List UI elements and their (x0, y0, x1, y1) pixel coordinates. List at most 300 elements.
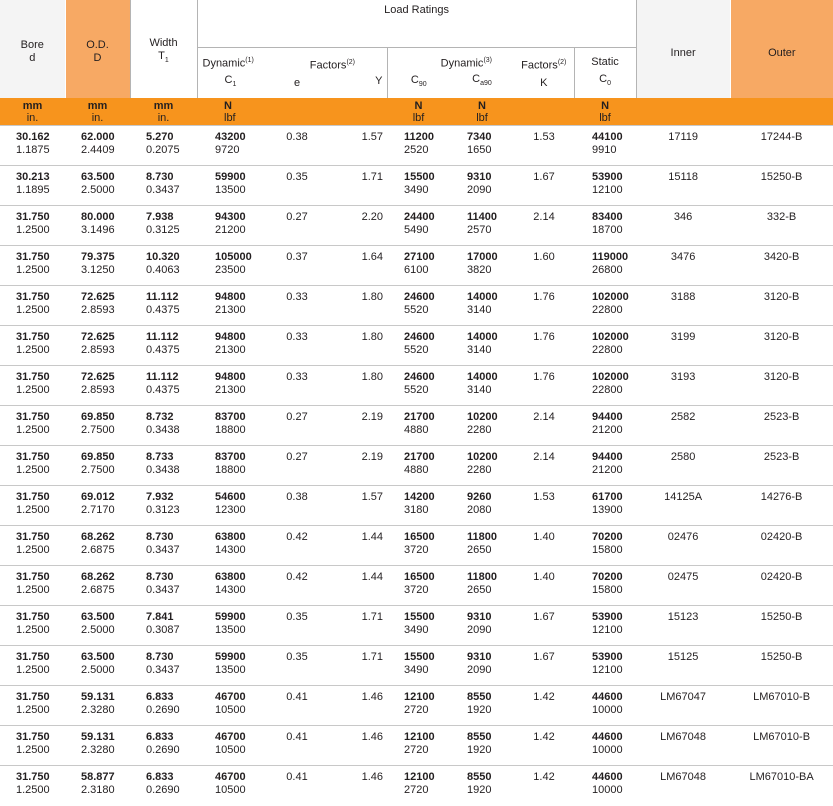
c90-sym: C (410, 74, 419, 87)
factors1-label (267, 56, 355, 73)
outer-cell (730, 206, 833, 246)
c1-n-value: 94800 (215, 371, 246, 383)
table-row (0, 406, 833, 446)
inner-value: 3188 (670, 291, 696, 303)
c1-n-value: 94800 (215, 331, 246, 343)
c1-cell (197, 286, 267, 326)
width-cell (130, 166, 197, 206)
c90-cell (387, 366, 450, 406)
y-cell (327, 246, 387, 286)
c90-lbf-value: 5520 (404, 304, 429, 316)
w-mm-value: 10.320 (146, 251, 180, 263)
c0-cell (574, 246, 636, 286)
e-cell (267, 526, 327, 566)
e-value: 0.38 (286, 491, 308, 503)
outer-cell (730, 286, 833, 326)
ca90-n-value: 7340 (467, 131, 492, 143)
units-row (0, 98, 833, 126)
y-value: 2.20 (361, 211, 383, 223)
c1-cell (197, 686, 267, 726)
inner-value: LM67048 (660, 771, 707, 783)
c90-cell (387, 606, 450, 646)
od-in-value: 2.6875 (81, 544, 115, 556)
bore-mm-value: 31.750 (16, 771, 50, 783)
bore-cell (0, 486, 65, 526)
outer-cell (730, 766, 833, 806)
od-cell (65, 766, 130, 806)
y-cell (327, 766, 387, 806)
bore-cell (0, 366, 65, 406)
w-mm-value: 8.730 (146, 171, 174, 183)
c0-cell (574, 566, 636, 606)
inner-cell (636, 286, 730, 326)
width-cell (130, 726, 197, 766)
c90-cell (387, 566, 450, 606)
c90-n-value: 21700 (404, 411, 435, 423)
y-value: 1.71 (361, 611, 383, 623)
inner-value: 3476 (670, 251, 696, 263)
bore-in-value: 1.2500 (16, 264, 50, 276)
dynamic1-header (197, 47, 267, 98)
ca90-unit-n: N (478, 99, 486, 112)
outer-value: LM67010-BA (749, 771, 814, 783)
c90-cell (387, 486, 450, 526)
od-cell (65, 686, 130, 726)
c0-n-value: 53900 (592, 611, 623, 623)
e-value: 0.42 (286, 531, 308, 543)
y-cell (327, 366, 387, 406)
k-cell (514, 286, 574, 326)
ca90-cell (450, 646, 514, 686)
c0-cell (574, 286, 636, 326)
table-row (0, 766, 833, 806)
c0-n-value: 44600 (592, 771, 623, 783)
ca90-cell (450, 526, 514, 566)
k-cell (514, 726, 574, 766)
bore-in-value: 1.1875 (16, 144, 50, 156)
k-value: 1.67 (533, 171, 555, 183)
bore-mm-value: 31.750 (16, 691, 50, 703)
outer-cell (730, 406, 833, 446)
od-in-value: 2.5000 (81, 664, 115, 676)
e-cell (267, 606, 327, 646)
ca90-cell (450, 166, 514, 206)
c1-cell (197, 206, 267, 246)
y-symbol: Y (375, 74, 383, 87)
c1-cell (197, 326, 267, 366)
od-in-value: 2.3180 (81, 784, 115, 796)
outer-value: 3420-B (763, 251, 800, 263)
c0-n-value: 94400 (592, 451, 623, 463)
c0-lbf-value: 10000 (592, 704, 623, 716)
c0-n-value: 83400 (592, 211, 623, 223)
bore-mm-value: 31.750 (16, 411, 50, 423)
outer-cell (730, 366, 833, 406)
outer-value: 2523-B (763, 451, 800, 463)
y-cell (327, 566, 387, 606)
od-mm-value: 63.500 (81, 651, 115, 663)
c0-sym: C (599, 72, 608, 85)
static-label: Static (591, 55, 619, 68)
inner-value: 17119 (668, 131, 698, 143)
e-value: 0.27 (286, 411, 308, 423)
factors2-text: Factors (521, 59, 558, 72)
table-header (0, 0, 833, 98)
w-in-value: 0.3087 (146, 624, 180, 636)
width-cell (130, 606, 197, 646)
od-label: O.D. (86, 39, 109, 51)
c0-sub: 0 (607, 79, 611, 87)
width-cell (130, 566, 197, 606)
od-in-value: 2.3280 (81, 744, 115, 756)
c90-cell (387, 326, 450, 366)
c1-cell (197, 246, 267, 286)
width-cell (130, 646, 197, 686)
ca90-sub: a90 (480, 79, 492, 87)
bore-mm-value: 30.213 (16, 171, 50, 183)
c1-cell (197, 406, 267, 446)
k-cell (514, 606, 574, 646)
inner-value: LM67047 (660, 691, 707, 703)
c1-cell (197, 366, 267, 406)
c0-units (574, 98, 636, 126)
c1-lbf-value: 14300 (215, 584, 246, 596)
c0-lbf-value: 10000 (592, 784, 623, 796)
bore-in-value: 1.2500 (16, 464, 50, 476)
w-in-value: 0.2690 (146, 704, 180, 716)
w-in-value: 0.3437 (146, 184, 180, 196)
c1-n-value: 83700 (215, 451, 246, 463)
c90-lbf-value: 3490 (404, 624, 429, 636)
y-cell (327, 286, 387, 326)
c90-cell (387, 126, 450, 166)
od-cell (65, 566, 130, 606)
w-mm-value: 7.841 (146, 611, 174, 623)
width-cell (130, 766, 197, 806)
od-mm-value: 72.625 (81, 371, 115, 383)
k-value: 1.76 (533, 331, 555, 343)
od-in-value: 2.5000 (81, 624, 115, 636)
bore-in-value: 1.2500 (16, 304, 50, 316)
bore-in-value: 1.2500 (16, 624, 50, 636)
c0-lbf-value: 22800 (592, 304, 623, 316)
y-value: 1.71 (361, 171, 383, 183)
inner-cell (636, 606, 730, 646)
c1-lbf-value: 21200 (215, 224, 246, 236)
k-cell (514, 326, 574, 366)
c1-unit-n: N (224, 99, 232, 112)
c1-n-value: 46700 (215, 731, 246, 743)
c90-cell (387, 286, 450, 326)
c90-lbf-value: 2720 (404, 784, 429, 796)
inner-value: 3199 (670, 331, 696, 343)
c0-lbf-value: 13900 (592, 504, 623, 516)
outer-cell (730, 566, 833, 606)
ca90-lbf-value: 2090 (467, 184, 492, 196)
od-mm-value: 72.625 (81, 291, 115, 303)
c0-cell (574, 646, 636, 686)
c90-lbf-value: 5490 (404, 224, 429, 236)
c1-unit-lbf: lbf (224, 111, 236, 124)
bore-cell (0, 406, 65, 446)
y-cell (327, 486, 387, 526)
c0-n-value: 53900 (592, 651, 623, 663)
c90-n-value: 12100 (404, 771, 435, 783)
width-symbol (131, 50, 197, 67)
c1-cell (197, 126, 267, 166)
c0-lbf-value: 21200 (592, 424, 623, 436)
y-value: 1.44 (361, 531, 383, 543)
w-in-value: 0.2690 (146, 784, 180, 796)
load-ratings-header (197, 0, 636, 47)
od-in-value: 2.8593 (81, 384, 115, 396)
c0-lbf-value: 12100 (592, 664, 623, 676)
c0-cell (574, 206, 636, 246)
inner-header (636, 0, 730, 98)
k-cell (514, 166, 574, 206)
c1-cell (197, 526, 267, 566)
k-value: 1.76 (533, 371, 555, 383)
ca90-lbf-value: 3140 (467, 344, 492, 356)
inner-value: 2582 (670, 411, 696, 423)
c0-cell (574, 166, 636, 206)
c0-lbf-value: 12100 (592, 624, 623, 636)
od-in-value: 3.1250 (81, 264, 115, 276)
e-value: 0.35 (286, 651, 308, 663)
inner-value: 15123 (667, 611, 699, 623)
od-mm-value: 80.000 (81, 211, 115, 223)
od-mm-value: 72.625 (81, 331, 115, 343)
outer-value: LM67010-B (753, 691, 811, 703)
k-header (514, 47, 574, 98)
c1-cell (197, 646, 267, 686)
k-cell (514, 366, 574, 406)
bore-in-value: 1.2500 (16, 224, 50, 236)
od-cell (65, 206, 130, 246)
inner-cell (636, 446, 730, 486)
table-row (0, 286, 833, 326)
outer-cell (730, 166, 833, 206)
c1-sub: 1 (232, 81, 237, 89)
outer-value: 3120-B (763, 331, 800, 343)
inner-cell (636, 166, 730, 206)
y-cell (327, 126, 387, 166)
inner-cell (636, 206, 730, 246)
c90-lbf-value: 2720 (404, 744, 429, 756)
e-cell (267, 366, 327, 406)
c0-cell (574, 406, 636, 446)
w-mm-value: 5.270 (146, 131, 174, 143)
od-in-value: 2.3280 (81, 704, 115, 716)
y-cell (327, 446, 387, 486)
inner-cell (636, 646, 730, 686)
c90-n-value: 24400 (404, 211, 435, 223)
ca90-lbf-value: 2650 (467, 544, 492, 556)
c90-n-value: 24600 (404, 291, 435, 303)
c0-lbf-value: 9910 (592, 144, 617, 156)
od-cell (65, 406, 130, 446)
e-value: 0.41 (286, 731, 308, 743)
outer-label: Outer (768, 46, 796, 59)
c90-n-value: 15500 (404, 651, 435, 663)
inner-cell (636, 126, 730, 166)
w-in-value: 0.2075 (146, 144, 180, 156)
bore-cell (0, 326, 65, 366)
bore-in-value: 1.2500 (16, 784, 50, 796)
inner-units (636, 98, 730, 126)
outer-cell (730, 526, 833, 566)
ca90-lbf-value: 1920 (467, 784, 492, 796)
y-value: 1.80 (361, 371, 383, 383)
outer-value: 02420-B (760, 531, 803, 543)
c1-n-value: 59900 (215, 651, 246, 663)
c0-n-value: 94400 (592, 411, 623, 423)
bore-in-value: 1.2500 (16, 424, 50, 436)
inner-value: 15125 (667, 651, 699, 663)
table-row (0, 726, 833, 766)
c1-n-value: 46700 (215, 771, 246, 783)
w-in-value: 0.3123 (146, 504, 180, 516)
y-cell (327, 326, 387, 366)
c90-lbf-value: 2520 (404, 144, 429, 156)
c1-n-value: 83700 (215, 411, 246, 423)
k-value: 1.67 (533, 611, 555, 623)
w-mm-value: 11.112 (146, 331, 179, 343)
bore-in-value: 1.2500 (16, 344, 50, 356)
y-cell (327, 726, 387, 766)
w-mm-value: 6.833 (146, 731, 174, 743)
od-cell (65, 526, 130, 566)
od-in-value: 3.1496 (81, 224, 115, 236)
od-in-value: 2.5000 (81, 184, 115, 196)
table-row (0, 486, 833, 526)
od-in-value: 2.6875 (81, 584, 115, 596)
c0-cell (574, 326, 636, 366)
bore-cell (0, 286, 65, 326)
ca90-cell (450, 126, 514, 166)
c1-cell (197, 606, 267, 646)
od-unit-mm: mm (87, 99, 108, 112)
c90-symbol (388, 74, 451, 91)
c0-n-value: 44100 (592, 131, 623, 143)
bore-cell (0, 766, 65, 806)
outer-value: 14276-B (760, 491, 803, 503)
c90-cell (387, 646, 450, 686)
od-mm-value: 68.262 (81, 571, 115, 583)
y-value: 1.80 (361, 291, 383, 303)
bore-mm-value: 31.750 (16, 611, 50, 623)
table-row (0, 366, 833, 406)
k-value: 2.14 (533, 411, 555, 423)
k-value: 1.67 (533, 651, 555, 663)
w-in-value: 0.3437 (146, 584, 180, 596)
k-value: 1.42 (533, 771, 555, 783)
width-sub: 1 (164, 57, 169, 65)
ca90-cell (450, 206, 514, 246)
ca90-lbf-value: 1650 (467, 144, 492, 156)
e-cell (267, 766, 327, 806)
width-label: Width (149, 36, 178, 49)
w-mm-value: 8.733 (146, 451, 174, 463)
e-header (267, 47, 355, 98)
c0-cell (574, 446, 636, 486)
e-value: 0.33 (286, 291, 308, 303)
c0-n-value: 44600 (592, 731, 623, 743)
c0-unit-n: N (601, 99, 610, 112)
c0-cell (574, 366, 636, 406)
c90-lbf-value: 3720 (404, 584, 429, 596)
inner-value: 346 (673, 211, 693, 223)
inner-value: LM67048 (660, 731, 707, 743)
ca90-cell (450, 366, 514, 406)
c0-lbf-value: 12100 (592, 184, 623, 196)
od-in-value: 2.8593 (81, 304, 115, 316)
w-in-value: 0.3438 (146, 424, 180, 436)
c90-sub: 90 (418, 81, 427, 89)
ca90-n-value: 8550 (467, 691, 492, 703)
c1-n-value: 59900 (215, 611, 246, 623)
y-cell (327, 606, 387, 646)
c1-cell (197, 486, 267, 526)
ca90-lbf-value: 3140 (467, 384, 492, 396)
od-in-value: 2.7170 (81, 504, 115, 516)
width-cell (130, 246, 197, 286)
inner-label: Inner (670, 46, 696, 59)
c0-lbf-value: 22800 (592, 384, 623, 396)
k-value: 1.53 (533, 131, 555, 143)
od-cell (65, 286, 130, 326)
dynamic1-text: Dynamic (202, 57, 246, 70)
c1-lbf-value: 13500 (215, 184, 246, 196)
ca90-cell (450, 566, 514, 606)
ca90-lbf-value: 2650 (467, 584, 492, 596)
ca90-cell (450, 686, 514, 726)
inner-value: 02476 (667, 531, 699, 543)
c1-n-value: 59900 (215, 171, 246, 183)
c90-lbf-value: 3490 (404, 184, 429, 196)
factors2-note: (2) (557, 58, 567, 66)
bore-cell (0, 646, 65, 686)
width-units (130, 98, 197, 126)
c0-n-value: 44600 (592, 691, 623, 703)
e-cell (267, 646, 327, 686)
bore-mm-value: 31.750 (16, 331, 50, 343)
bore-in-value: 1.2500 (16, 544, 50, 556)
od-in-value: 2.8593 (81, 344, 115, 356)
od-in-value: 2.7500 (81, 424, 115, 436)
k-symbol: K (540, 76, 548, 89)
y-value: 2.19 (361, 451, 383, 463)
c1-cell (197, 446, 267, 486)
ca90-lbf-value: 1920 (467, 744, 492, 756)
ca90-n-value: 9310 (467, 611, 492, 623)
bore-in-value: 1.2500 (16, 744, 50, 756)
table-row (0, 526, 833, 566)
k-cell (514, 246, 574, 286)
y-cell (327, 406, 387, 446)
ca90-n-value: 9260 (467, 491, 492, 503)
inner-cell (636, 766, 730, 806)
c1-lbf-value: 21300 (215, 304, 246, 316)
width-cell (130, 406, 197, 446)
c90-n-value: 15500 (404, 611, 435, 623)
od-cell (65, 486, 130, 526)
c0-cell (574, 526, 636, 566)
c1-n-value: 63800 (215, 531, 246, 543)
outer-cell (730, 726, 833, 766)
c0-n-value: 61700 (592, 491, 623, 503)
c90-lbf-value: 2720 (404, 704, 429, 716)
